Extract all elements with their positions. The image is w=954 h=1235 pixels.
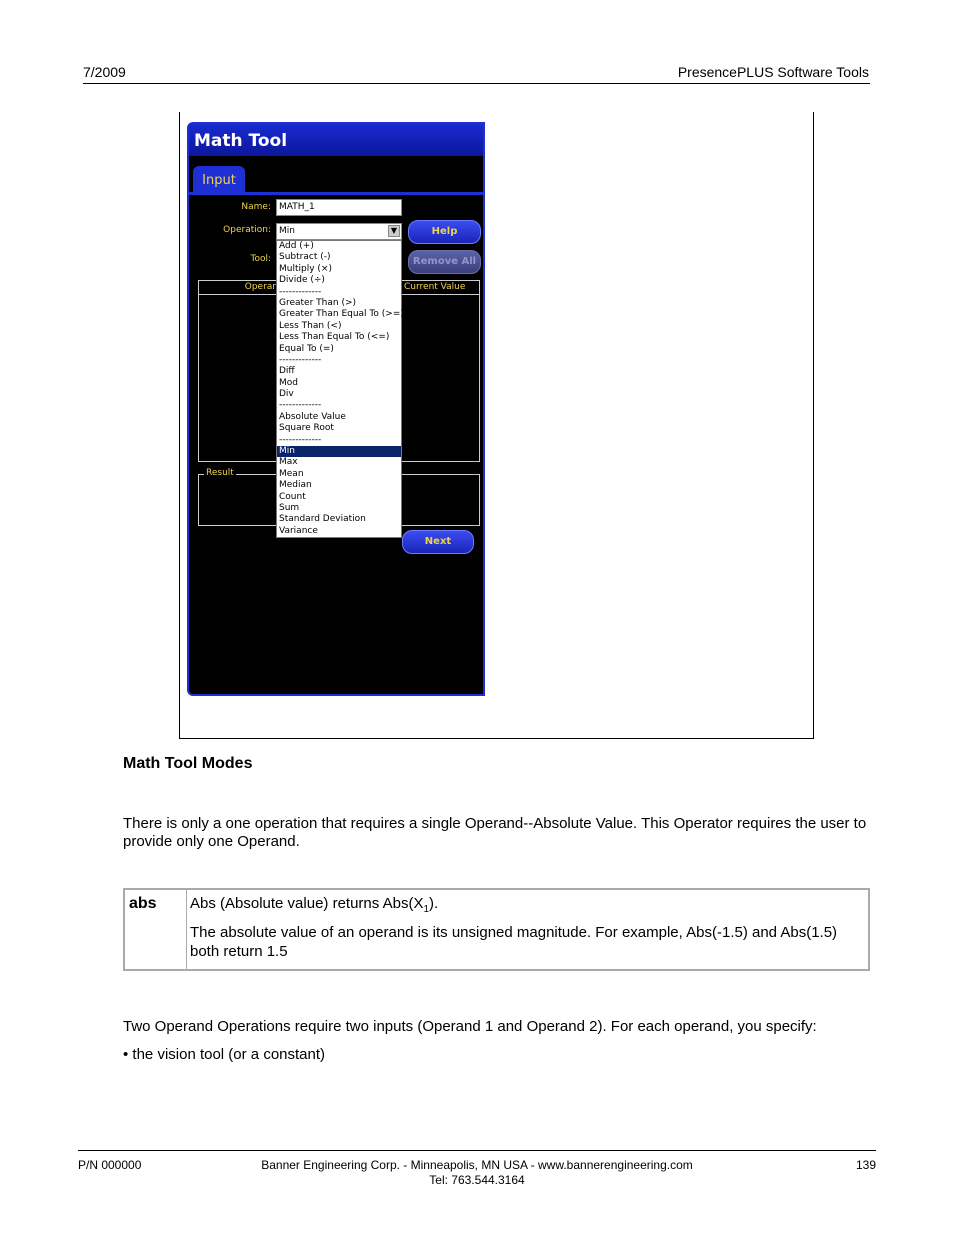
single-operand-paragraph: There is only a one operation that requires a single Operand--Absolute Value. This Operator requires the user to provide only one Operand. <box>123 815 867 850</box>
definition-summary-subscript: 1 <box>423 904 430 915</box>
dropdown-option[interactable]: Median <box>279 480 312 491</box>
name-label: Name: <box>241 202 271 212</box>
dropdown-option[interactable]: Divide (÷) <box>279 275 325 286</box>
dropdown-option[interactable]: Count <box>279 491 306 502</box>
bullet-item: • the vision tool (or a constant) <box>123 1046 326 1063</box>
operation-dropdown-list[interactable] <box>276 240 402 538</box>
header-rule <box>83 83 870 84</box>
dropdown-option[interactable]: Add (+) <box>279 241 314 251</box>
dropdown-option[interactable]: Absolute Value <box>279 411 346 422</box>
dropdown-option[interactable]: Div <box>279 389 294 400</box>
table-divider <box>186 890 187 969</box>
definition-description: The absolute value of an operand is its unsigned magnitude. For example, Abs(-1.5) and Abs(1.5) both return 1.5 <box>190 924 838 960</box>
dropdown-option[interactable]: Less Than Equal To (<=) <box>279 332 390 343</box>
dropdown-option[interactable]: Equal To (=) <box>279 343 334 354</box>
next-button[interactable]: Next <box>402 530 474 554</box>
footer-page-number: 139 <box>855 1158 876 1172</box>
dropdown-option[interactable]: ------------- <box>279 400 322 411</box>
section-heading: Math Tool Modes <box>123 755 253 772</box>
footer-tel-line: Tel: 763.544.3164 <box>429 1173 525 1187</box>
dropdown-option[interactable]: Mean <box>279 468 304 479</box>
dropdown-option[interactable]: Standard Deviation <box>279 514 366 525</box>
operation-label: Operation: <box>223 225 271 235</box>
dropdown-option[interactable]: ------------- <box>279 434 322 445</box>
tool-label: Tool: <box>250 254 271 264</box>
definition-term: abs <box>129 895 157 912</box>
operand-column-header: Operar <box>198 280 280 295</box>
footer-company-line: Banner Engineering Corp. - Minneapolis, MN USA - www.bannerengineering.com <box>261 1158 693 1172</box>
dropdown-option[interactable]: ------------- <box>279 354 322 365</box>
dropdown-option[interactable]: Diff <box>279 366 295 377</box>
dropdown-option[interactable]: Min <box>277 446 401 457</box>
dropdown-option[interactable]: Square Root <box>279 423 334 434</box>
definition-table <box>123 888 870 971</box>
math-tool-window <box>187 122 485 696</box>
dropdown-option[interactable]: Max <box>279 457 298 468</box>
operation-select[interactable] <box>276 223 402 240</box>
definition-summary-suffix: ). <box>429 895 439 912</box>
header-date: 7/2009 <box>83 64 126 80</box>
dropdown-option[interactable]: Sum <box>279 502 300 513</box>
footer-rule <box>78 1150 876 1151</box>
result-label: Result <box>206 468 234 478</box>
definition-summary-prefix: Abs (Absolute value) returns Abs(X <box>190 895 424 912</box>
dropdown-option[interactable]: Greater Than Equal To (>=) <box>279 309 404 320</box>
header-doc-title: PresencePLUS Software Tools <box>677 64 869 80</box>
operation-select-value: Min <box>279 226 295 236</box>
tab-input[interactable]: Input <box>193 166 245 194</box>
two-operand-paragraph: Two Operand Operations require two inputs (Operand 1 and Operand 2). For each operand, you specify: <box>123 1018 817 1035</box>
dropdown-option[interactable]: Variance <box>279 525 318 536</box>
footer-part-number: P/N 000000 <box>78 1158 142 1172</box>
definition-summary <box>190 895 438 915</box>
window-title: Math Tool <box>189 124 483 156</box>
dropdown-option[interactable]: Less Than (<) <box>279 320 342 331</box>
tab-underline <box>189 192 483 195</box>
chevron-down-icon[interactable]: ▼ <box>388 225 400 237</box>
name-input[interactable]: MATH_1 <box>276 199 402 216</box>
help-button[interactable]: Help <box>408 220 481 244</box>
dropdown-option[interactable]: Multiply (×) <box>279 263 332 274</box>
dropdown-option[interactable]: Mod <box>279 377 298 388</box>
dropdown-option[interactable]: Subtract (-) <box>279 252 331 263</box>
dropdown-option[interactable]: Greater Than (>) <box>279 297 357 308</box>
current-value-column-header: Current Value <box>400 280 480 295</box>
remove-all-button[interactable]: Remove All <box>408 250 481 274</box>
footer-company <box>200 1158 754 1188</box>
dropdown-option[interactable]: ------------- <box>279 286 322 297</box>
